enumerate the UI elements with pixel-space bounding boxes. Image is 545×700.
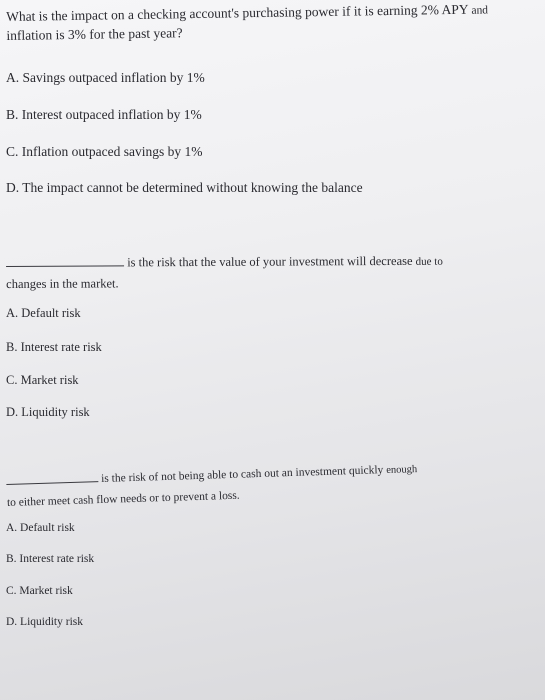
question-2-stem-tail: due to <box>415 255 443 268</box>
question-1-option-c[interactable]: C. Inflation outpaced savings by 1% <box>6 144 203 159</box>
question-1-stem-line2: inflation is 3% for the past year? <box>6 25 183 43</box>
question-1-stem-tail: and <box>471 4 489 17</box>
question-2-option-a[interactable]: A. Default risk <box>6 306 81 320</box>
question-1-option-d[interactable]: D. The impact cannot be determined without knowing the balance <box>6 180 363 195</box>
question-2-stem <box>6 250 536 294</box>
question-1-option-a[interactable]: A. Savings outpaced inflation by 1% <box>6 70 205 85</box>
question-3-option-d[interactable]: D. Liquidity risk <box>6 616 83 628</box>
question-3-option-b[interactable]: B. Interest rate risk <box>6 553 95 565</box>
question-3-stem <box>6 455 537 513</box>
question-3-stem-tail: enough <box>386 464 418 477</box>
question-3-stem-line2: to either meet cash flow needs or to prevent a loss. <box>6 489 240 509</box>
question-1-stem-main: What is the impact on a checking account's purchasing power if it is earning 2% APY <box>6 1 469 24</box>
question-3-option-c[interactable]: C. Market risk <box>6 585 73 597</box>
question-2-option-b[interactable]: B. Interest rate risk <box>6 340 102 354</box>
question-2-blank <box>6 253 124 267</box>
question-3-stem-main: is the risk of not being able to cash out an investment quickly <box>100 464 384 486</box>
question-2-option-d[interactable]: D. Liquidity risk <box>6 405 90 419</box>
question-3-blank <box>6 469 98 485</box>
question-2-stem-main: is the risk that the value of your investment will decrease <box>127 253 413 270</box>
question-2-option-c[interactable]: C. Market risk <box>6 373 79 387</box>
question-1-option-b[interactable]: B. Interest outpaced inflation by 1% <box>6 107 202 122</box>
question-2-stem-line2: changes in the market. <box>6 276 119 291</box>
question-3-option-a[interactable]: A. Default risk <box>6 522 75 534</box>
question-1-stem <box>6 0 527 45</box>
